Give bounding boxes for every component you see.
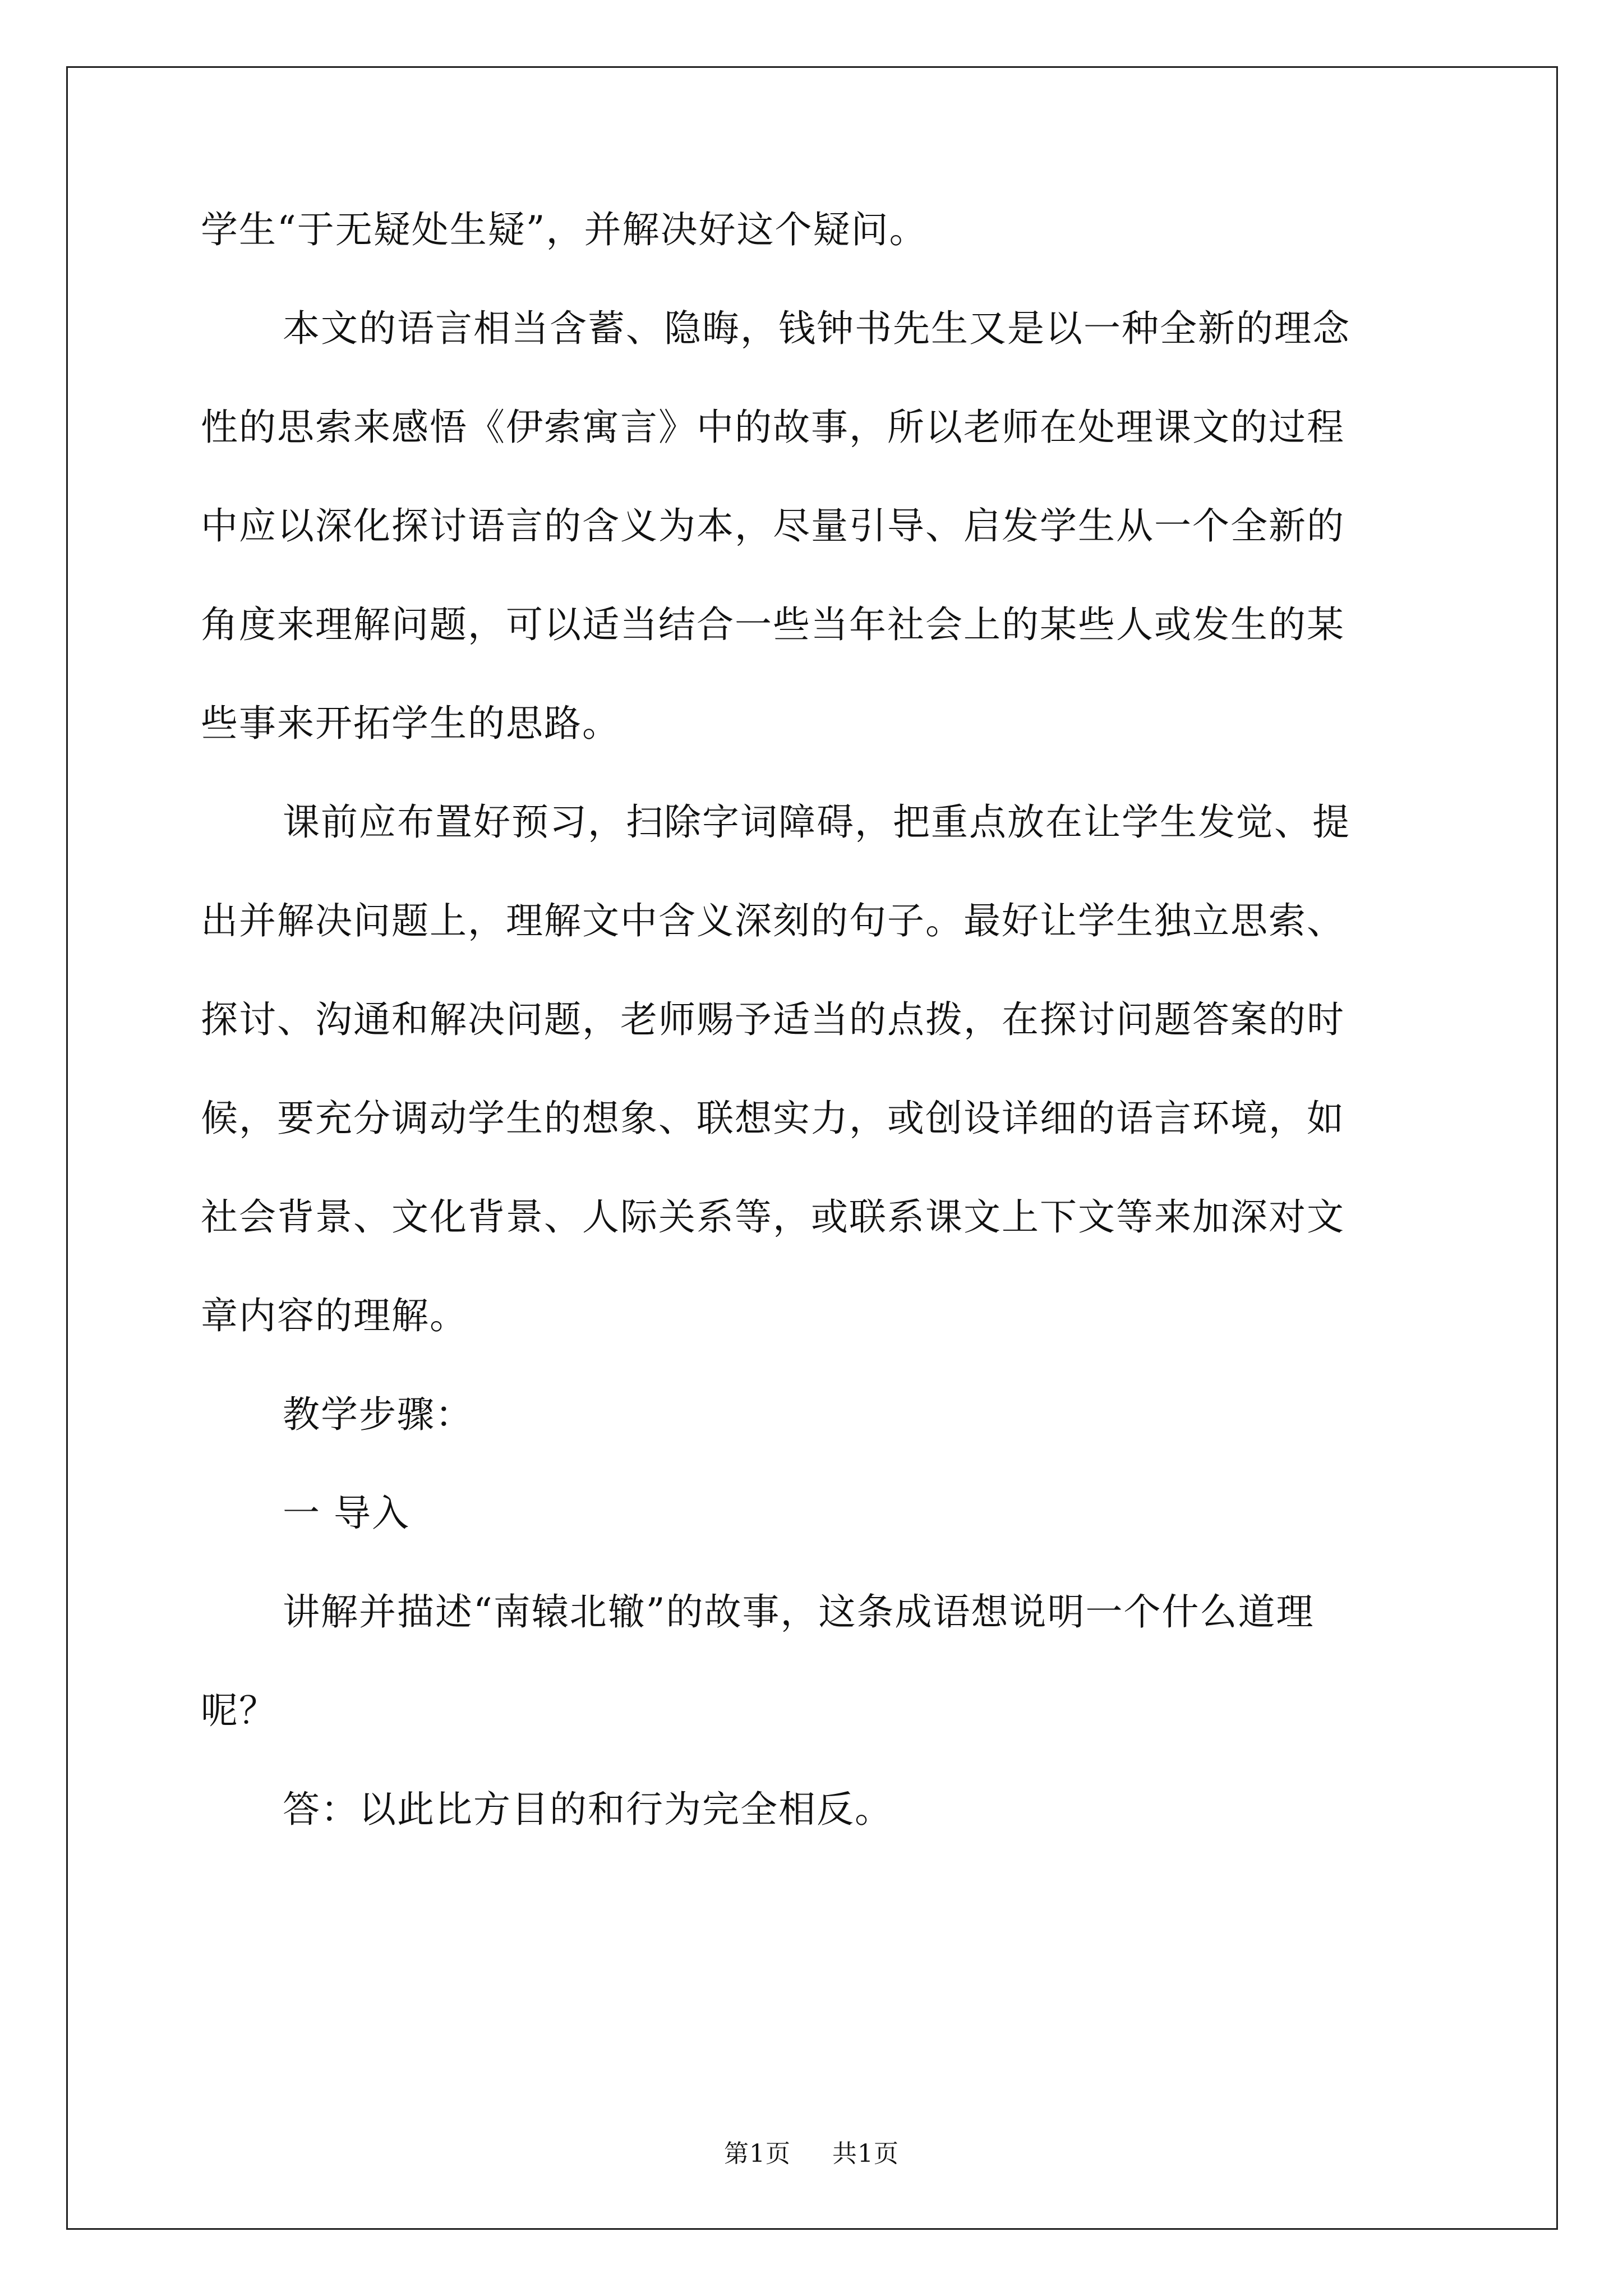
paragraph-line: 些事来开拓学生的思路。	[201, 702, 620, 745]
paragraph-line: 呢？	[201, 1689, 277, 1732]
section-heading: 教学步骤：	[283, 1393, 473, 1436]
paragraph-line: 社会背景、文化背景、人际关系等，或联系课文上下文等来加深对文	[201, 1195, 1345, 1239]
document-body	[201, 208, 1429, 1832]
paragraph-line: 章内容的理解。	[201, 1294, 468, 1337]
answer-line: 答：以此比方目的和行为完全相反。	[283, 1788, 893, 1831]
paragraph-line: 角度来理解问题，可以适当结合一些当年社会上的某些人或发生的某	[201, 603, 1345, 646]
step-heading: 一 导入	[283, 1492, 410, 1535]
paragraph-line: 出并解决问题上，理解文中含义深刻的句子。最好让学生独立思索、	[201, 899, 1345, 942]
page-total: 共1页	[832, 2139, 899, 2168]
paragraph-line: 探讨、沟通和解决问题，老师赐予适当的点拨，在探讨问题答案的时	[201, 998, 1345, 1041]
paragraph-line: 本文的语言相当含蓄、隐晦，钱钟书先生又是以一种全新的理念	[283, 307, 1350, 350]
page-number: 第1页	[724, 2139, 791, 2168]
page-footer	[0, 2138, 1623, 2170]
paragraph-line: 学生“于无疑处生疑”，并解决好这个疑问。	[201, 208, 928, 251]
paragraph-line: 中应以深化探讨语言的含义为本，尽量引导、启发学生从一个全新的	[201, 504, 1345, 547]
paragraph-line: 性的思索来感悟《伊索寓言》中的故事，所以老师在处理课文的过程	[201, 406, 1345, 449]
paragraph-line: 课前应布置好预习，扫除字词障碍，把重点放在让学生发觉、提	[283, 800, 1350, 844]
paragraph-line: 讲解并描述“南辕北辙”的故事，这条成语想说明一个什么道理	[283, 1590, 1315, 1634]
paragraph-line: 候，要充分调动学生的想象、联想实力，或创设详细的语言环境，如	[201, 1097, 1345, 1140]
